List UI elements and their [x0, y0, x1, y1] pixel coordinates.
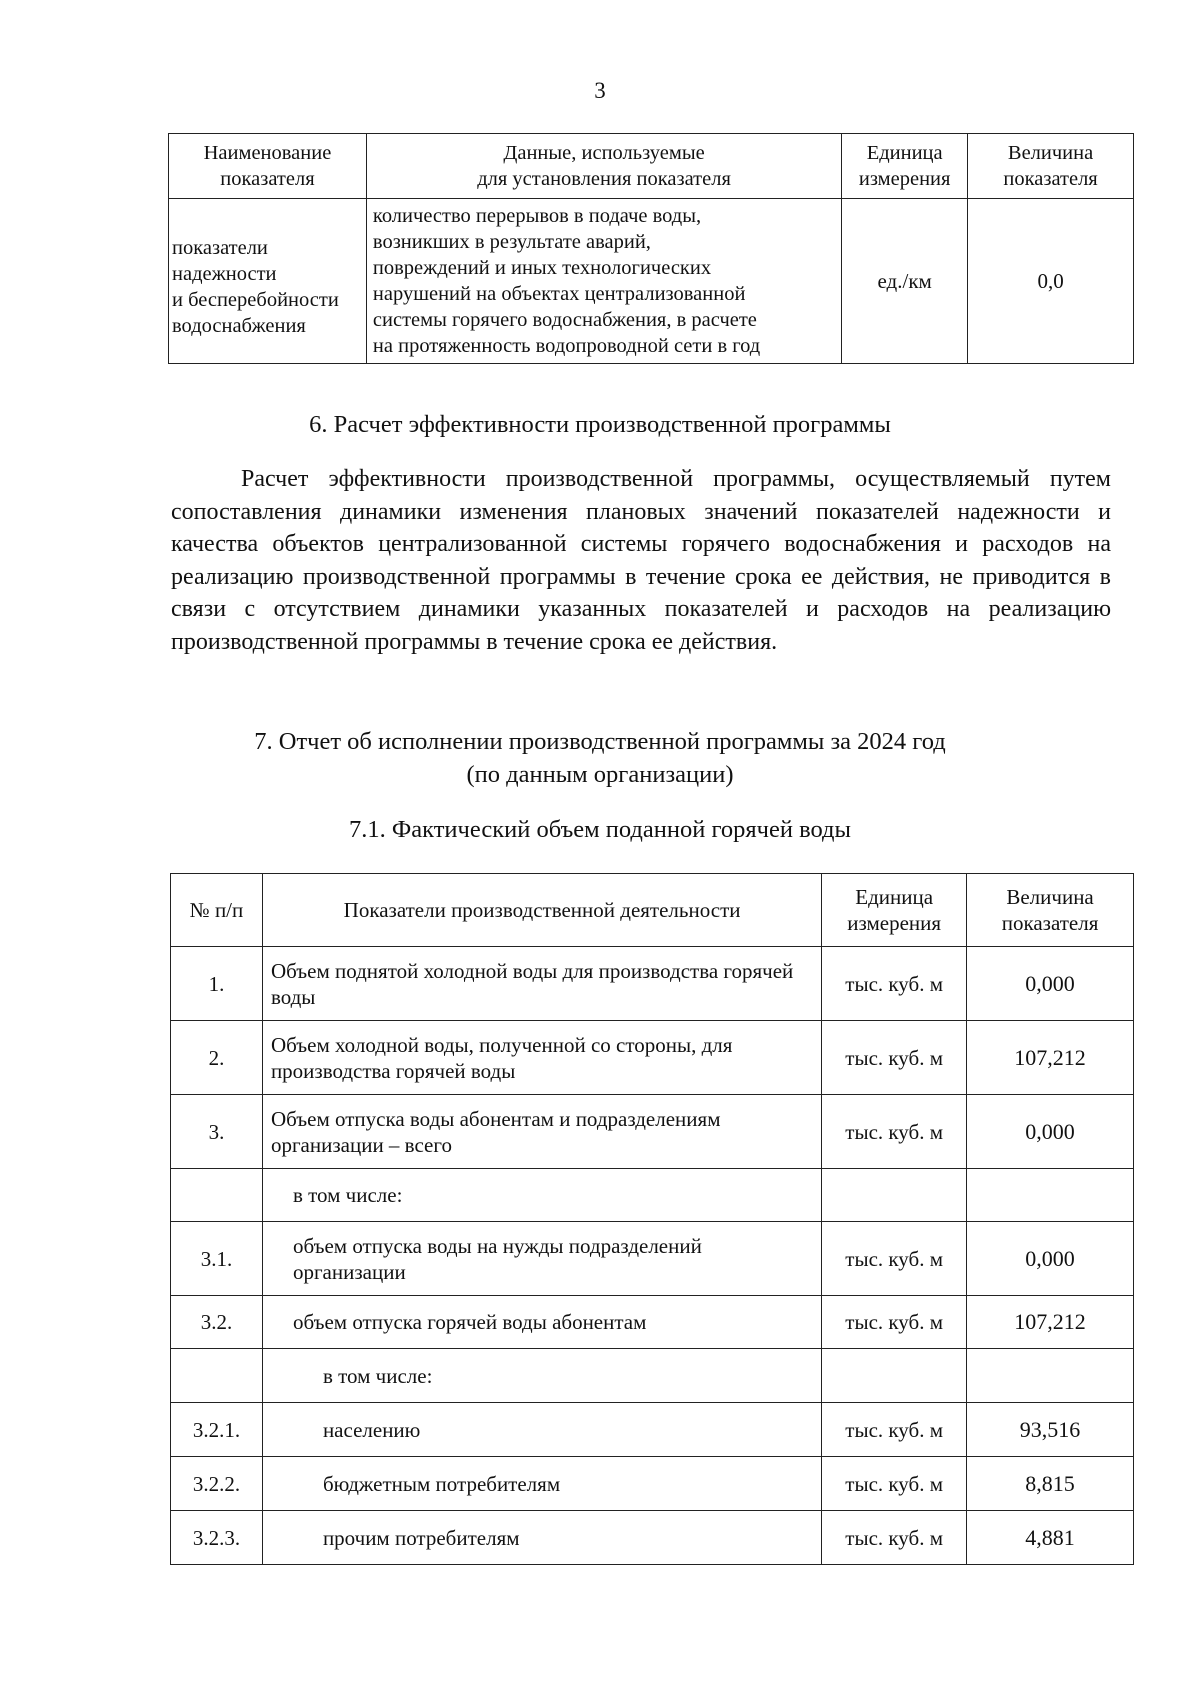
cell-line: водоснабжения	[172, 315, 306, 337]
row-number: 3.2.1.	[171, 1403, 263, 1457]
table-row	[171, 1403, 1134, 1457]
row-unit: тыс. куб. м	[822, 947, 967, 1021]
row-number: 2.	[171, 1021, 263, 1095]
row-unit: тыс. куб. м	[822, 1222, 967, 1296]
header-line: показателя	[1003, 168, 1098, 190]
row-indicator: Объем поднятой холодной воды для производства горячей воды	[262, 947, 821, 1021]
row-unit	[822, 1349, 967, 1403]
row-indicator: объем отпуска воды на нужды подразделений организации	[262, 1222, 821, 1296]
row-number: 3.2.	[171, 1296, 263, 1349]
cell-line: количество перерывов в подаче воды,	[372, 205, 702, 227]
cell-line: повреждений и иных технологических	[372, 257, 712, 279]
header-line: Величина	[1007, 142, 1094, 164]
row-number: 3.2.2.	[171, 1457, 263, 1511]
header-line: Величина	[1006, 885, 1094, 909]
row-unit: тыс. куб. м	[822, 1095, 967, 1169]
table-row	[171, 1457, 1134, 1511]
header-number: № п/п	[171, 874, 263, 947]
cell-line: возникших в результате аварий,	[372, 231, 651, 253]
section-6-paragraph: Расчет эффективности производственной программы, осуществляемый путем сопоставления динамики изменения плановых значений показателей надежности и качества объектов централизованной системы горячего водоснабжения и расходов на реализацию производственной программы в течение срока ее действия, не приводится в связи с отсутствием динамики указанных показателей и расходов на реализацию производственной программы в течение срока ее действия.	[171, 466, 1111, 655]
header-line: измерения	[847, 911, 942, 935]
row-value: 0,000	[967, 1222, 1134, 1296]
header-line: Данные, используемые	[503, 142, 705, 164]
table-row	[171, 1169, 1134, 1222]
table-row	[171, 1222, 1134, 1296]
row-unit	[822, 1169, 967, 1222]
cell-line: системы горячего водоснабжения, в расчете	[372, 309, 757, 331]
volume-table-header	[171, 874, 1134, 947]
indicator-data-cell	[366, 199, 841, 364]
table-row	[171, 1021, 1134, 1095]
header-line: Наименование	[203, 142, 332, 164]
row-number	[171, 1349, 263, 1403]
row-unit: тыс. куб. м	[822, 1021, 967, 1095]
row-indicator: бюджетным потребителям	[262, 1457, 821, 1511]
row-indicator: прочим потребителям	[262, 1511, 821, 1565]
header-unit	[822, 874, 967, 947]
volume-table	[170, 873, 1134, 1565]
section-7-heading: 7. Отчет об исполнении производственной программы за 2024 год	[254, 728, 946, 755]
row-indicator: в том числе:	[262, 1349, 821, 1403]
row-value: 93,516	[967, 1403, 1134, 1457]
row-number	[171, 1169, 263, 1222]
row-indicator: Объем отпуска воды абонентам и подразделениям организации – всего	[262, 1095, 821, 1169]
row-value: 0,000	[967, 947, 1134, 1021]
header-line: Единица	[855, 885, 934, 909]
header-line: измерения	[858, 168, 951, 190]
table-row	[171, 1296, 1134, 1349]
row-unit: тыс. куб. м	[822, 1511, 967, 1565]
table-row	[171, 1511, 1134, 1565]
cell-line: на протяженность водопроводной сети в год	[372, 335, 761, 357]
row-indicator: объем отпуска горячей воды абонентам	[262, 1296, 821, 1349]
section-7-1-heading: 7.1. Фактический объем поданной горячей воды	[349, 816, 851, 843]
header-line: показателя	[220, 168, 315, 190]
header-unit	[842, 134, 968, 199]
indicator-name-cell	[169, 199, 367, 364]
row-indicator: в том числе:	[262, 1169, 821, 1222]
row-number: 1.	[171, 947, 263, 1021]
cell-line: показатели	[172, 237, 268, 259]
section-6-heading: 6. Расчет эффективности производственной программы	[309, 411, 891, 438]
header-indicator: Показатели производственной деятельности	[262, 874, 821, 947]
row-value: 107,212	[967, 1021, 1134, 1095]
table-row	[171, 1095, 1134, 1169]
header-line: для установления показателя	[477, 168, 731, 190]
row-number: 3.	[171, 1095, 263, 1169]
row-value	[967, 1349, 1134, 1403]
row-number: 3.1.	[171, 1222, 263, 1296]
indicator-table	[168, 133, 1134, 364]
header-indicator-data	[366, 134, 841, 199]
row-indicator: населению	[262, 1403, 821, 1457]
row-value: 0,000	[967, 1095, 1134, 1169]
indicator-table-header	[169, 134, 1134, 199]
table-row	[171, 947, 1134, 1021]
row-indicator: Объем холодной воды, полученной со стороны, для производства горячей воды	[262, 1021, 821, 1095]
header-value	[967, 874, 1134, 947]
row-number: 3.2.3.	[171, 1511, 263, 1565]
page-number: 3	[594, 78, 606, 103]
cell-line: и бесперебойности	[172, 289, 339, 311]
row-value: 4,881	[967, 1511, 1134, 1565]
indicator-value-cell: 0,0	[968, 199, 1134, 364]
row-unit: тыс. куб. м	[822, 1457, 967, 1511]
header-indicator-name	[169, 134, 367, 199]
table-row	[171, 1349, 1134, 1403]
cell-line: нарушений на объектах централизованной	[372, 283, 746, 305]
header-line: показателя	[1001, 911, 1099, 935]
section-7-heading-note: (по данным организации)	[466, 761, 734, 788]
table-row	[169, 199, 1134, 364]
row-value: 107,212	[967, 1296, 1134, 1349]
row-value: 8,815	[967, 1457, 1134, 1511]
header-value	[968, 134, 1134, 199]
cell-line: надежности	[172, 263, 277, 285]
row-unit: тыс. куб. м	[822, 1403, 967, 1457]
row-unit: тыс. куб. м	[822, 1296, 967, 1349]
indicator-unit-cell: ед./км	[842, 199, 968, 364]
header-line: Единица	[866, 142, 943, 164]
row-value	[967, 1169, 1134, 1222]
